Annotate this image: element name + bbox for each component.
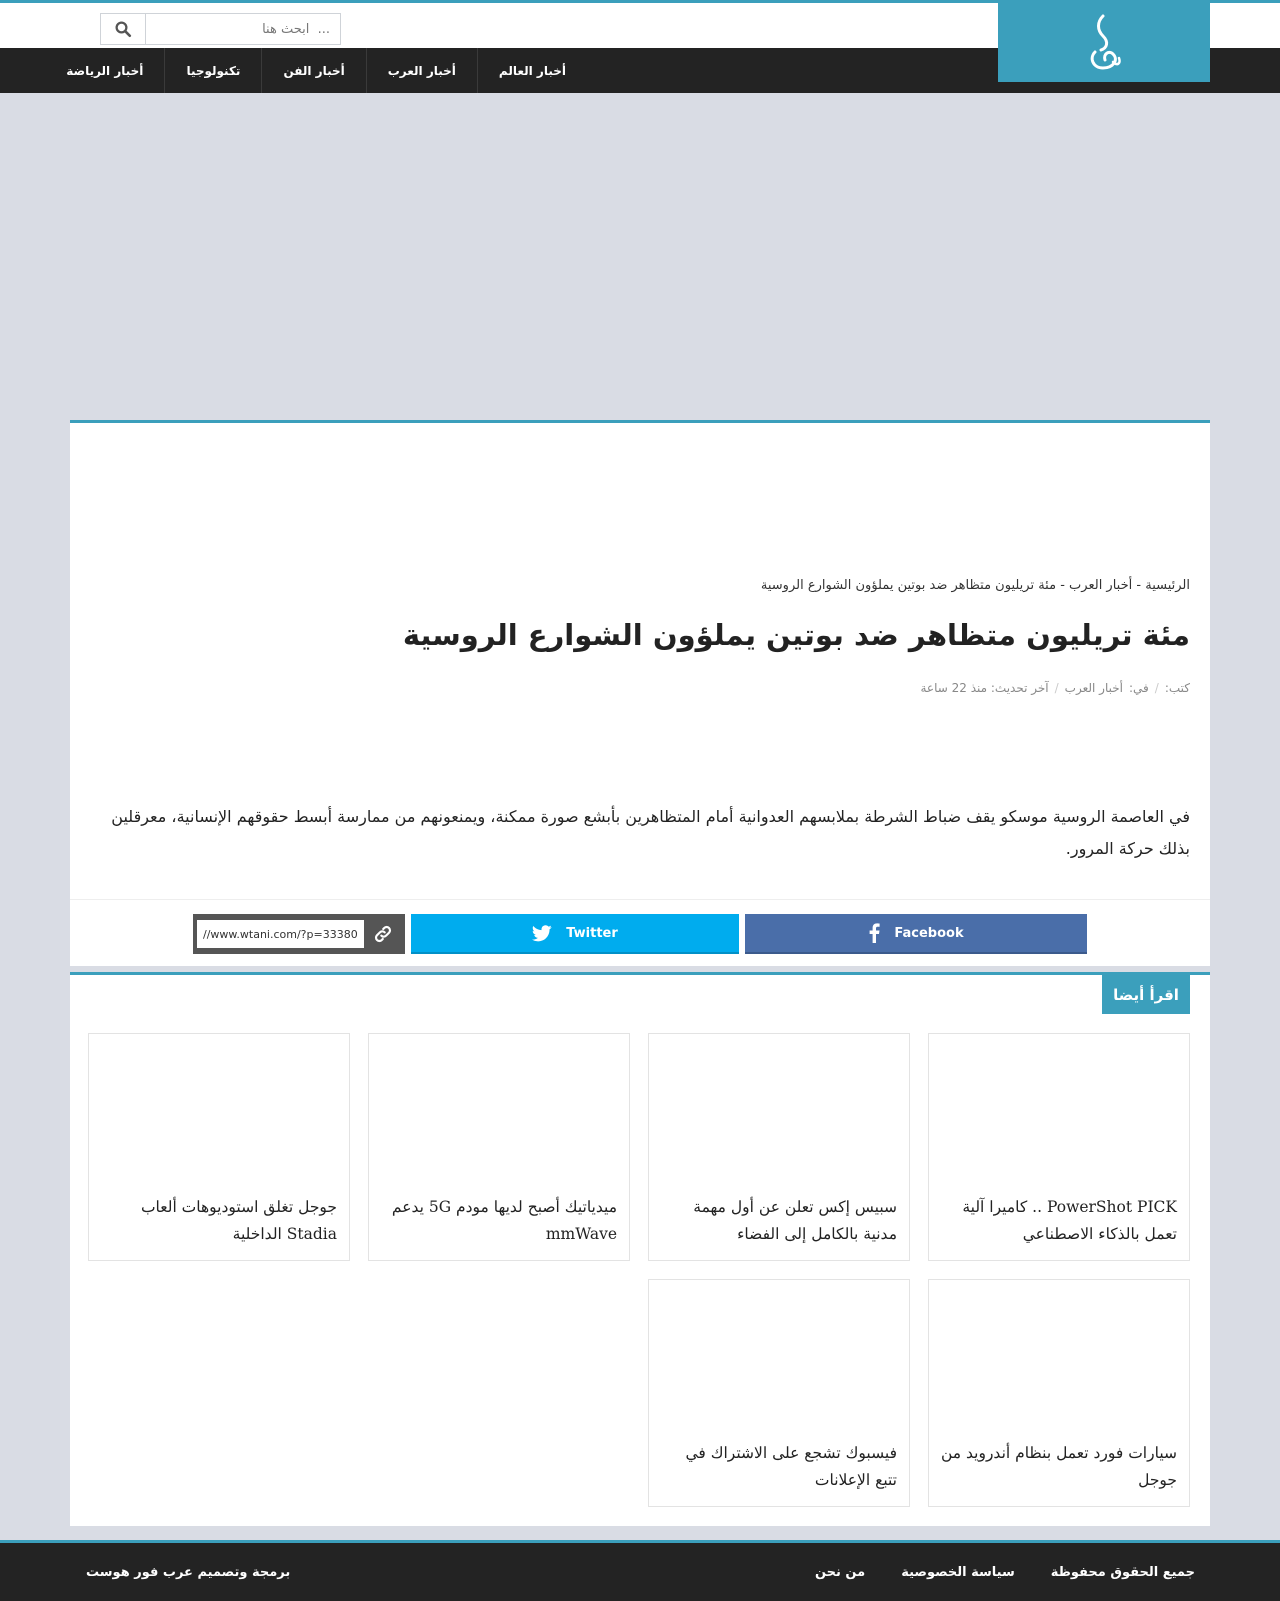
footer-link-about[interactable]: من نحن xyxy=(814,1564,866,1580)
footer-credit[interactable]: برمجة وتصميم عرب فور هوست xyxy=(86,1564,291,1580)
site-footer xyxy=(0,1543,1280,1601)
nav-item-arab-news[interactable]: أخبار العرب xyxy=(366,48,477,93)
breadcrumb-home[interactable]: الرئيسية xyxy=(1145,578,1190,593)
meta-author-label: كتب: xyxy=(1164,681,1190,695)
breadcrumb-category[interactable]: أخبار العرب xyxy=(1069,578,1133,593)
related-card[interactable] xyxy=(368,1033,630,1261)
read-also-heading: اقرأ أيضا xyxy=(1102,975,1190,1014)
related-card-title[interactable]: جوجل تغلق استوديوهات ألعاب Stadia الداخلية xyxy=(140,1198,337,1243)
twitter-icon xyxy=(532,925,552,942)
facebook-share-label: Facebook xyxy=(894,925,964,941)
short-link-box xyxy=(193,914,405,954)
related-card[interactable] xyxy=(928,1279,1190,1507)
nav-list xyxy=(45,48,587,93)
related-card[interactable] xyxy=(88,1033,350,1261)
search-box xyxy=(100,13,341,45)
search-icon xyxy=(114,20,132,38)
breadcrumb-current: مئة تريليون متظاهر ضد بوتين يملؤون الشوارع الروسية xyxy=(760,578,1057,593)
read-also-section xyxy=(70,972,1210,1526)
search-input[interactable] xyxy=(146,14,340,44)
nav-item-world-news[interactable]: أخبار العالم xyxy=(477,48,587,93)
article-body: في العاصمة الروسية موسكو يقف ضباط الشرطة بملابسهم العدوانية أمام المتظاهرين بأبشع صورة ممكنة، ويمنعونهم من ممارسة أبسط حقوقهم الإنسانية، معرقلين بذلك حركة المرور. xyxy=(111,807,1190,858)
related-card[interactable] xyxy=(648,1033,910,1261)
meta-updated: آخر تحديث: منذ 22 ساعة xyxy=(920,681,1049,695)
search-button[interactable] xyxy=(101,14,146,44)
footer-links xyxy=(815,1543,1195,1601)
meta-separator: / xyxy=(1154,681,1159,695)
related-card-title[interactable]: PowerShot PICK .. كاميرا آلية تعمل بالذكاء الاصطناعي xyxy=(962,1198,1177,1243)
breadcrumb-separator: - xyxy=(1056,578,1070,593)
breadcrumb xyxy=(761,578,1190,593)
facebook-share-button[interactable] xyxy=(745,914,1087,954)
related-card[interactable] xyxy=(648,1279,910,1507)
footer-link-privacy[interactable]: سياسة الخصوصية xyxy=(901,1564,1015,1580)
related-card-title[interactable]: سيارات فورد تعمل بنظام أندرويد من جوجل xyxy=(940,1444,1177,1489)
related-card-title[interactable]: فيسبوك تشجع على الاشتراك في تتبع الإعلانات xyxy=(685,1444,897,1489)
site-logo[interactable] xyxy=(998,3,1210,82)
article-card xyxy=(70,420,1210,966)
nav-item-sports-news[interactable]: أخبار الرياضة xyxy=(66,63,144,78)
footer-copyright: جميع الحقوق محفوظة xyxy=(1050,1564,1195,1580)
article-title: مئة تريليون متظاهر ضد بوتين يملؤون الشوارع الروسية xyxy=(402,618,1190,652)
twitter-share-button[interactable] xyxy=(411,914,739,954)
related-card-title[interactable]: ميدياتيك أصبح لديها مودم 5G يدعم mmWave xyxy=(391,1198,617,1243)
copy-link-button[interactable] xyxy=(364,924,401,944)
link-icon xyxy=(373,924,393,944)
breadcrumb-separator: - xyxy=(1132,578,1146,593)
share-divider xyxy=(70,899,1210,900)
nav-item-technology[interactable]: تكنولوجيا xyxy=(164,48,261,93)
facebook-icon xyxy=(868,923,880,943)
related-card-title[interactable]: سبيس إكس تعلن عن أول مهمة مدنية بالكامل إلى الفضاء xyxy=(693,1198,897,1243)
logo-icon xyxy=(1083,12,1125,74)
related-card[interactable] xyxy=(928,1033,1190,1261)
meta-separator: / xyxy=(1054,681,1059,695)
nav-item-art-news[interactable]: أخبار الفن xyxy=(261,48,365,93)
meta-category-link[interactable]: أخبار العرب xyxy=(1064,681,1123,695)
twitter-share-label: Twitter xyxy=(566,925,618,941)
meta-in-label: في: xyxy=(1129,681,1149,695)
short-link-input[interactable] xyxy=(197,920,364,948)
article-meta xyxy=(920,681,1190,695)
